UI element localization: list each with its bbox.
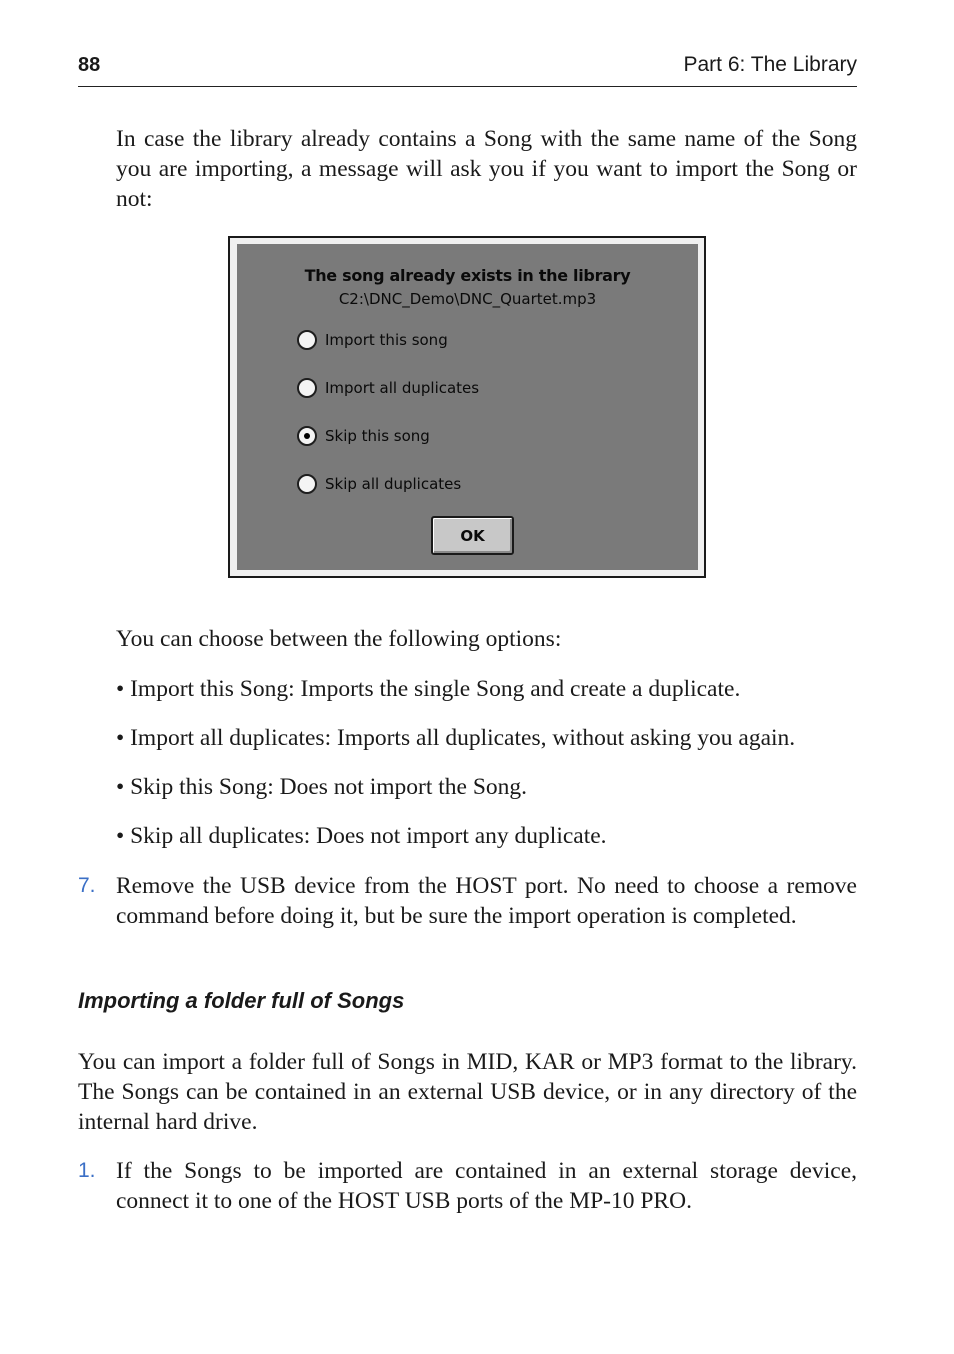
dialog-screenshot xyxy=(228,236,706,578)
bullet-skip-this-song: • Skip this Song: Does not import the Song. xyxy=(116,774,528,800)
running-title: Part 6: The Library xyxy=(683,53,857,76)
option-label: Import all duplicates xyxy=(325,379,480,397)
step-7-text: Remove the USB device from the HOST port. No need to choose a remove command before doing it, but be sure the import operation is completed. xyxy=(116,873,857,929)
duplicate-song-dialog xyxy=(237,244,698,570)
step-number-7: 7. xyxy=(78,874,96,897)
radio-button[interactable] xyxy=(297,330,317,350)
option-label: Skip all duplicates xyxy=(325,475,462,493)
step-1-text: If the Songs to be imported are contained in an external storage device, connect it to one of the HOST USB ports of the MP-10 PRO. xyxy=(116,1158,857,1214)
section-intro-paragraph: You can import a folder full of Songs in MID, KAR or MP3 format to the library. The Songs can be contained in an external USB device, or in any directory of the internal hard drive. xyxy=(78,1049,857,1135)
option-import-this-song[interactable] xyxy=(297,327,448,353)
option-skip-all-duplicates[interactable] xyxy=(297,471,461,497)
dialog-title: The song already exists in the library xyxy=(304,266,631,285)
radio-button[interactable] xyxy=(297,378,317,398)
bullet-import-this-song: • Import this Song: Imports the single Song and create a duplicate. xyxy=(116,676,741,702)
bullet-import-all-duplicates: • Import all duplicates: Imports all duplicates, without asking you again. xyxy=(116,725,796,751)
page-header xyxy=(78,52,857,87)
option-label: Import this song xyxy=(325,331,448,349)
intro-paragraph: In case the library already contains a Song with the same name of the Song you are importing, a message will ask you if you want to import the Song or not: xyxy=(116,126,857,212)
page-number: 88 xyxy=(78,54,101,76)
dialog-file-path: C2:\DNC_Demo\DNC_Quartet.mp3 xyxy=(338,290,597,308)
option-label: Skip this song xyxy=(325,427,430,445)
option-import-all-duplicates[interactable] xyxy=(297,375,479,401)
option-skip-this-song[interactable] xyxy=(297,423,430,449)
options-intro: You can choose between the following options: xyxy=(116,626,562,652)
radio-button[interactable] xyxy=(297,474,317,494)
section-heading: Importing a folder full of Songs xyxy=(78,988,405,1013)
ok-button[interactable]: OK xyxy=(431,516,514,555)
radio-button-selected[interactable] xyxy=(297,426,317,446)
step-number-1: 1. xyxy=(78,1159,96,1182)
bullet-skip-all-duplicates: • Skip all duplicates: Does not import any duplicate. xyxy=(116,823,607,849)
